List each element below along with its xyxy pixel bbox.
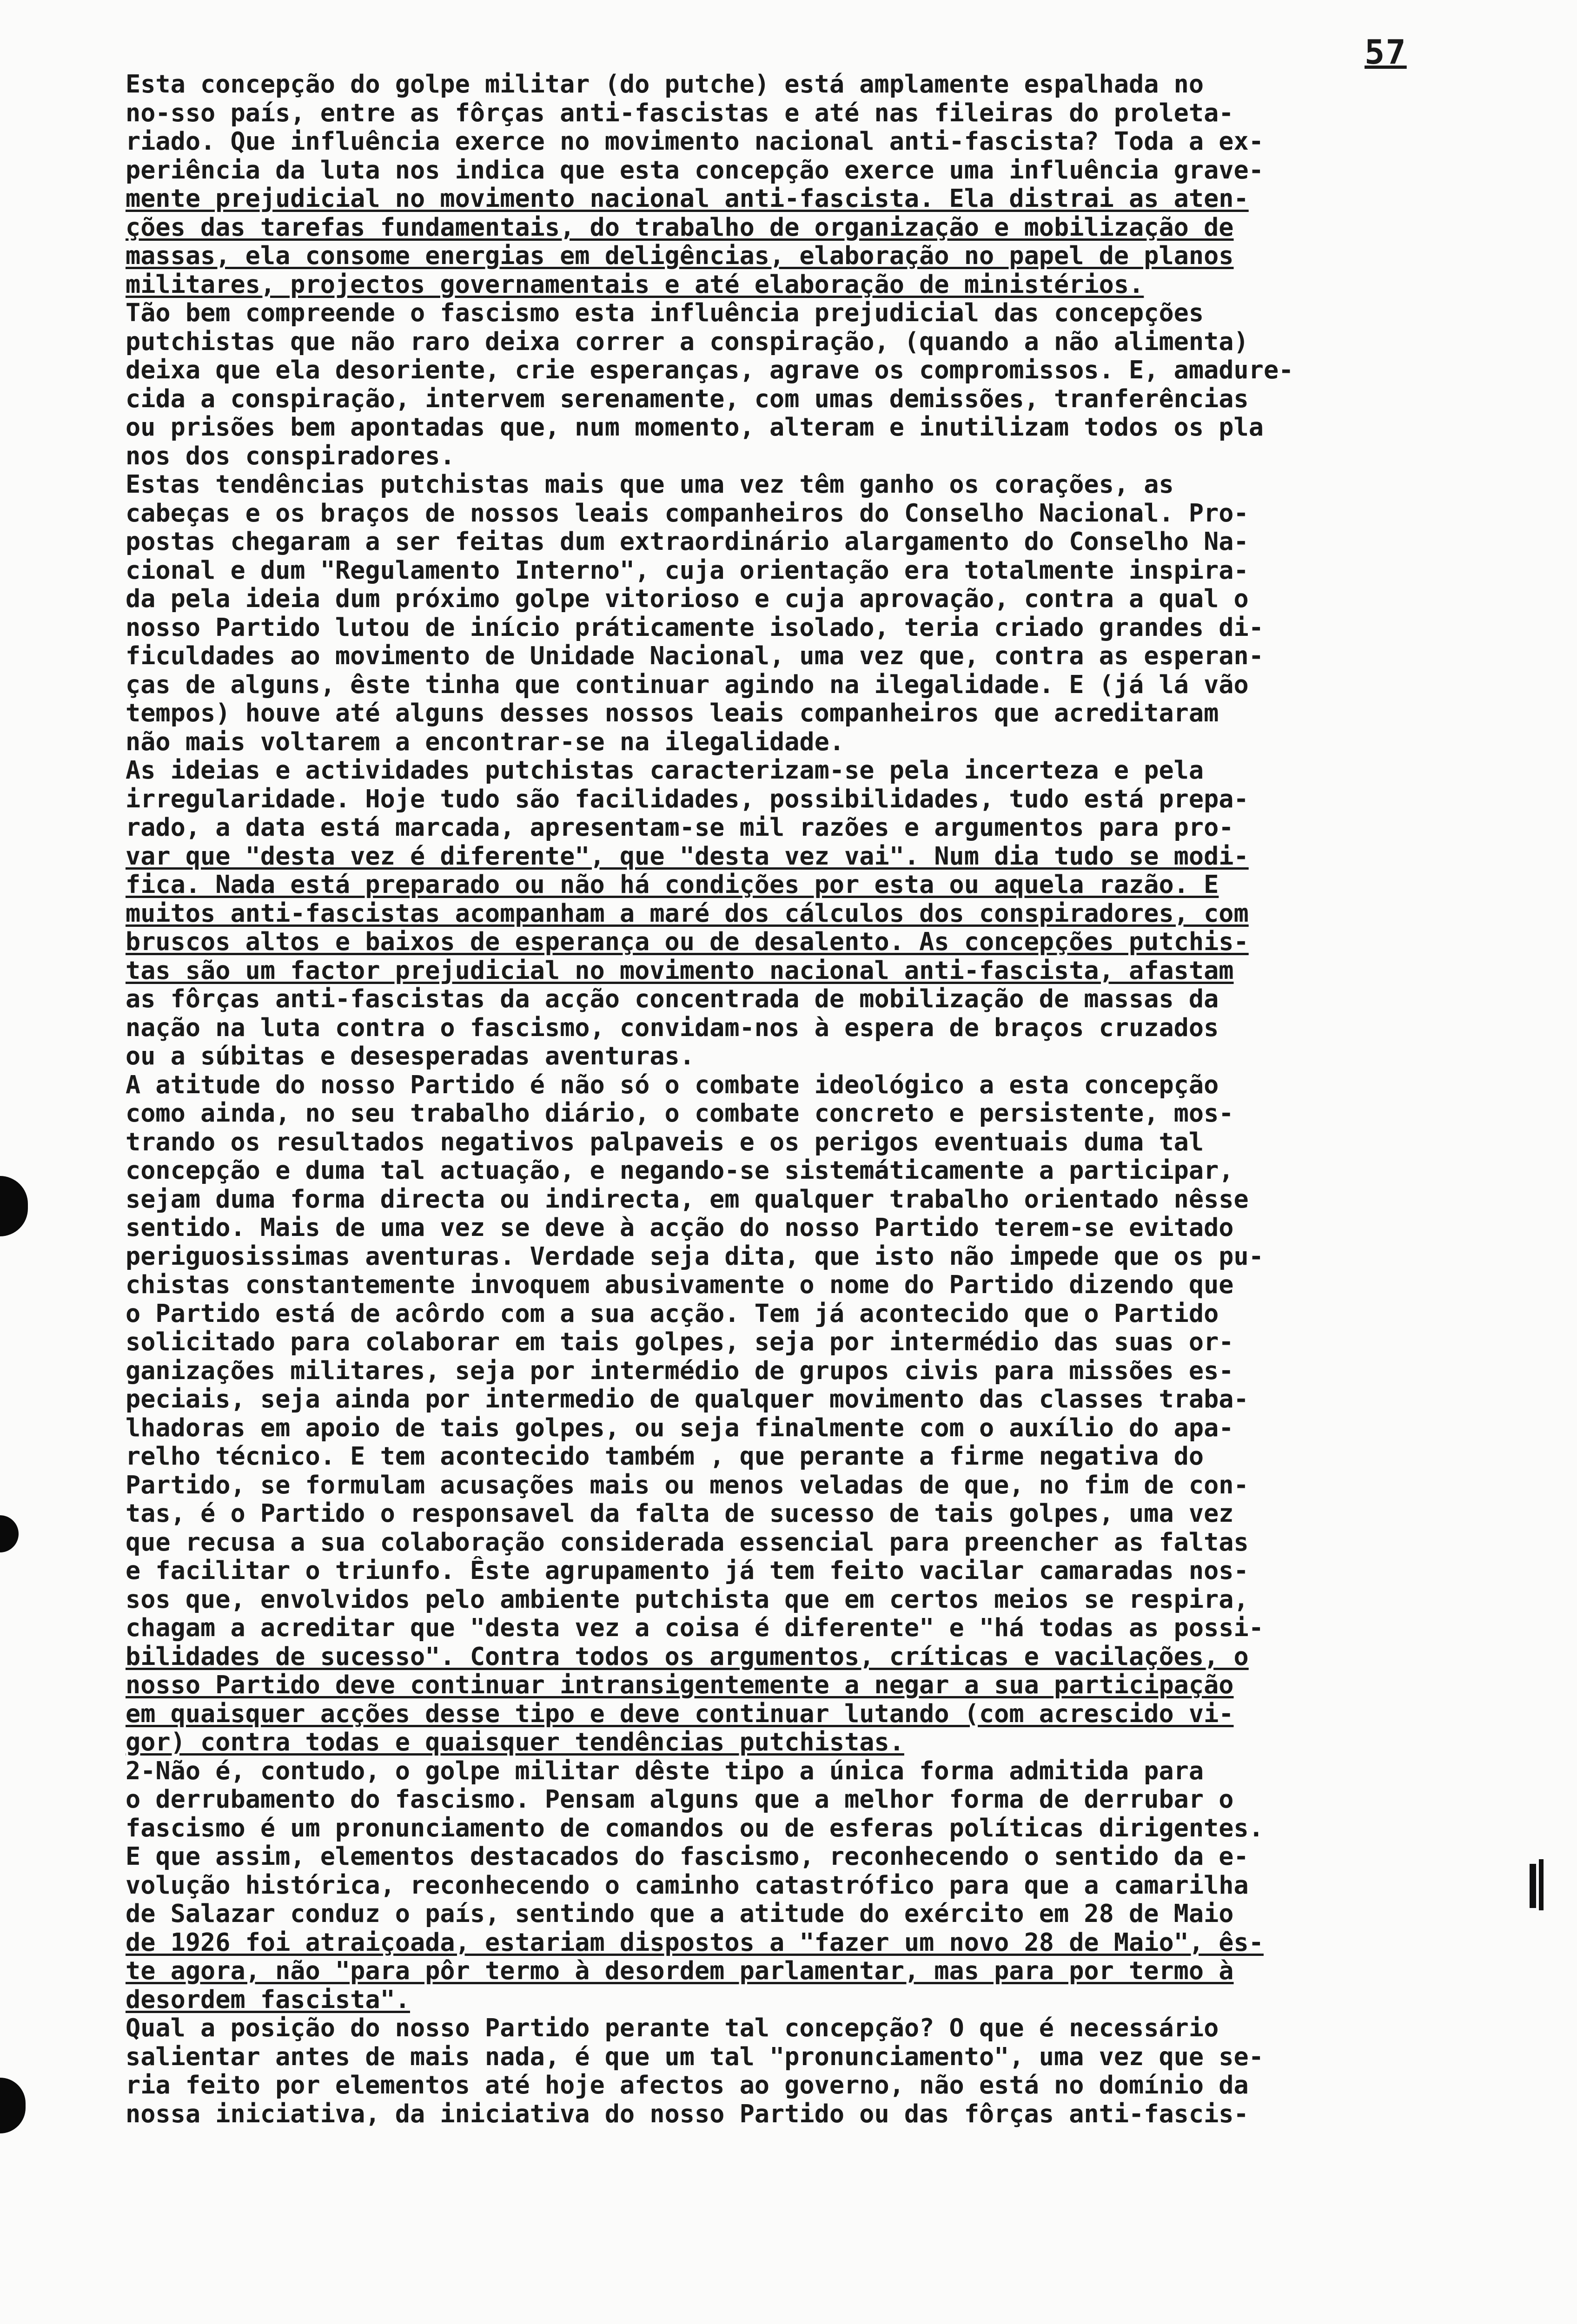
text-line: fascismo é um pronunciamento de comandos ou de esferas políticas dirigentes.: [126, 1813, 1264, 1842]
text-line: o derrubamento do fascismo. Pensam alguns que a melhor forma de derrubar o: [126, 1785, 1234, 1814]
text-line: mente prejudicial no movimento nacional anti-fascista. Ela distrai as aten-: [126, 184, 1249, 213]
text-line: nossa iniciativa, da iniciativa do nosso Partido ou das fôrças anti-fascis-: [126, 2099, 1249, 2128]
text-line: irregularidade. Hoje tudo são facilidades, possibilidades, tudo está prepa-: [126, 784, 1249, 813]
text-line: Esta concepção do golpe militar (do putche) está amplamente espalhada no: [126, 70, 1204, 99]
text-line: chistas constantemente invoquem abusivamente o nome do Partido dizendo que: [126, 1270, 1234, 1299]
text-line: ções das tarefas fundamentais, do trabalho de organização e mobilização de: [126, 212, 1234, 241]
text-line: gor) contra todas e quaisquer tendências putchistas.: [126, 1728, 904, 1756]
text-line: periência da luta nos indica que esta concepção exerce uma influência grave-: [126, 155, 1264, 184]
text-line: riado. Que influência exerce no movimento nacional anti-fascista? Toda a ex-: [126, 127, 1264, 156]
text-line: militares, projectos governamentais e até elaboração de ministérios.: [126, 270, 1144, 298]
text-line: ou a súbitas e desesperadas aventuras.: [126, 1042, 695, 1070]
punch-hole: [0, 1176, 28, 1236]
margin-mark: [1539, 1859, 1544, 1910]
text-line: cional e dum "Regulamento Interno", cuja orientação era totalmente inspira-: [126, 555, 1249, 584]
text-line: não mais voltarem a encontrar-se na ilegalidade.: [126, 727, 845, 756]
text-line: trando os resultados negativos palpaveis e os perigos eventuais duma tal: [126, 1127, 1204, 1156]
text-line: cabeças e os braços de nossos leais companheiros do Conselho Nacional. Pro-: [126, 498, 1249, 527]
text-line: desordem fascista".: [126, 1985, 410, 2014]
text-line: chagam a acreditar que "desta vez a coisa é diferente" e "há todas as possi-: [126, 1613, 1264, 1642]
text-line: bruscos altos e baixos de esperança ou de desalento. As concepções putchis-: [126, 927, 1249, 956]
text-line: massas, ela consome energias em deligências, elaboração no papel de planos: [126, 241, 1234, 270]
text-line: peciais, seja ainda por intermedio de qualquer movimento das classes traba-: [126, 1385, 1249, 1413]
text-line: como ainda, no seu trabalho diário, o combate concreto e persistente, mos-: [126, 1099, 1234, 1128]
text-line: periguosissimas aventuras. Verdade seja dita, que isto não impede que os pu-: [126, 1241, 1264, 1270]
text-line: ganizações militares, seja por intermédio de grupos civis para missões es-: [126, 1356, 1234, 1385]
text-line: 2-Não é, contudo, o golpe militar dêste tipo a única forma admitida para: [126, 1756, 1204, 1785]
text-line: volução histórica, reconhecendo o caminho catastrófico para que a camarilha: [126, 1870, 1249, 1899]
text-line: As ideias e actividades putchistas caracterizam-se pela incerteza e pela: [126, 756, 1204, 785]
text-line: sejam duma forma directa ou indirecta, em qualquer trabalho orientado nêsse: [126, 1184, 1249, 1213]
text-line: e facilitar o triunfo. Êste agrupamento já tem feito vacilar camaradas nos-: [126, 1556, 1249, 1585]
text-line: relho técnico. E tem acontecido também , que perante a firme negativa do: [126, 1442, 1204, 1471]
text-line: ças de alguns, êste tinha que continuar agindo na ilegalidade. E (já lá vão: [126, 670, 1249, 699]
text-line: nos dos conspiradores.: [126, 441, 455, 470]
text-line: da pela ideia dum próximo golpe vitorioso e cuja aprovação, contra a qual o: [126, 584, 1249, 613]
text-line: te agora, não "para pôr termo à desordem parlamentar, mas para por termo à: [126, 1956, 1234, 1985]
text-line: sos que, envolvidos pelo ambiente putchista que em certos meios se respira,: [126, 1585, 1249, 1613]
text-line: ficuldades ao movimento de Unidade Nacional, uma vez que, contra as esperan-: [126, 641, 1264, 670]
text-line: Partido, se formulam acusações mais ou menos veladas de que, no fim de con-: [126, 1470, 1249, 1499]
text-line: Tão bem compreende o fascismo esta influência prejudicial das concepções: [126, 298, 1204, 327]
margin-mark: [1530, 1864, 1536, 1908]
text-line: lhadoras em apoio de tais golpes, ou seja finalmente com o auxílio do apa-: [126, 1413, 1234, 1442]
text-line: o Partido está de acôrdo com a sua acção. Tem já acontecido que o Partido: [126, 1299, 1219, 1327]
text-line: putchistas que não raro deixa correr a conspiração, (quando a não alimenta): [126, 327, 1249, 356]
text-line: de 1926 foi atraiçoada, estariam dispostos a "fazer um novo 28 de Maio", ês-: [126, 1928, 1264, 1956]
text-line: bilidades de sucesso". Contra todos os argumentos, críticas e vacilações, o: [126, 1642, 1249, 1670]
text-line: fica. Nada está preparado ou não há condições por esta ou aquela razão. E: [126, 870, 1219, 899]
text-line: as fôrças anti-fascistas da acção concentrada de mobilização de massas da: [126, 984, 1219, 1013]
text-line: nosso Partido deve continuar intransigentemente a negar a sua participação: [126, 1670, 1234, 1699]
text-line: deixa que ela desoriente, crie esperanças, agrave os compromissos. E, amadure-: [126, 356, 1294, 384]
text-line: sentido. Mais de uma vez se deve à acção do nosso Partido terem-se evitado: [126, 1213, 1234, 1242]
text-line: concepção e duma tal actuação, e negando-se sistemáticamente a participar,: [126, 1156, 1234, 1185]
text-line: salientar antes de mais nada, é que um tal "pronunciamento", uma vez que se-: [126, 2042, 1264, 2071]
text-line: em quaisquer acções desse tipo e deve continuar lutando (com acrescido vi-: [126, 1699, 1234, 1728]
text-line: var que "desta vez é diferente", que "desta vez vai". Num dia tudo se modi-: [126, 841, 1249, 870]
text-line: solicitado para colaborar em tais golpes, seja por intermédio das suas or-: [126, 1327, 1234, 1356]
text-line: ria feito por elementos até hoje afectos ao governo, não está no domínio da: [126, 2071, 1249, 2100]
text-line: postas chegaram a ser feitas dum extraordinário alargamento do Conselho Na-: [126, 527, 1249, 556]
text-line: tas, é o Partido o responsavel da falta de sucesso de tais golpes, uma vez: [126, 1499, 1234, 1528]
text-line: cida a conspiração, intervem serenamente, com umas demissões, tranferências: [126, 384, 1249, 413]
text-line: muitos anti-fascistas acompanham a maré dos cálculos dos conspiradores, com: [126, 898, 1249, 927]
text-line: tas são um factor prejudicial no movimento nacional anti-fascista, afastam: [126, 956, 1234, 984]
text-line: rado, a data está marcada, apresentam-se mil razões e argumentos para pro-: [126, 813, 1234, 842]
text-line: Estas tendências putchistas mais que uma vez têm ganho os corações, as: [126, 470, 1174, 499]
text-line: no-sso país, entre as fôrças anti-fascistas e até nas fileiras do proleta-: [126, 98, 1234, 127]
text-line: nação na luta contra o fascismo, convidam-nos à espera de braços cruzados: [126, 1013, 1219, 1042]
text-line: que recusa a sua colaboração considerada essencial para preencher as faltas: [126, 1527, 1249, 1556]
text-line: E que assim, elementos destacados do fascismo, reconhecendo o sentido da e-: [126, 1842, 1249, 1871]
text-line: Qual a posição do nosso Partido perante tal concepção? O que é necessário: [126, 2014, 1219, 2042]
text-line: A atitude do nosso Partido é não só o combate ideológico a esta concepção: [126, 1070, 1219, 1099]
punch-hole: [0, 2078, 26, 2133]
text-line: de Salazar conduz o país, sentindo que a atitude do exército em 28 de Maio: [126, 1899, 1234, 1928]
text-line: nosso Partido lutou de início práticamente isolado, teria criado grandes di-: [126, 613, 1264, 641]
punch-hole: [0, 1515, 19, 1552]
page-number: 57: [1365, 33, 1407, 72]
text-line: ou prisões bem apontadas que, num momento, alteram e inutilizam todos os pla: [126, 413, 1264, 442]
text-line: tempos) houve até alguns desses nossos leais companheiros que acreditaram: [126, 699, 1219, 727]
document-body: [126, 70, 1516, 2128]
